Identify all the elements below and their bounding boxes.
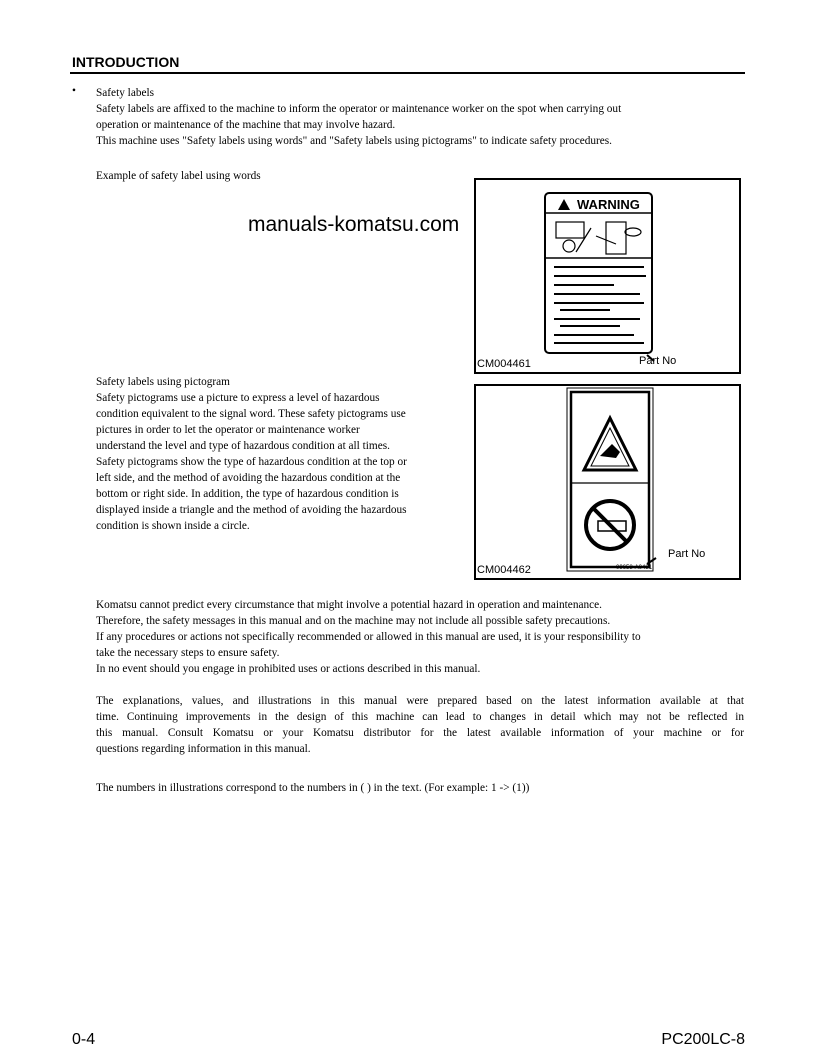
part-no-label: Part No	[668, 548, 706, 560]
numbering-note: The numbers in illustrations correspond to the numbers in ( ) in the text. (For example: 1 -> (1))	[96, 782, 530, 794]
figure-id: CM004462	[477, 564, 531, 576]
bullet: •	[72, 85, 76, 97]
text-line: condition equivalent to the signal word. These safety pictograms use	[96, 408, 406, 420]
safety-labels-heading: Safety labels	[96, 87, 155, 99]
section-title: INTRODUCTION	[72, 54, 180, 70]
figure-pictogram-label	[474, 384, 741, 580]
header-rule	[70, 72, 745, 74]
page-number: 0-4	[72, 1031, 96, 1048]
text-line: Safety labels are affixed to the machine to inform the operator or maintenance worker on the spot when carrying out	[96, 103, 622, 115]
text-line: Safety pictograms show the type of hazardous condition at the top or	[96, 456, 407, 468]
warning-label-illustration	[476, 180, 739, 372]
model-name: PC200LC-8	[661, 1031, 745, 1048]
words-example-caption: Example of safety label using words	[96, 170, 261, 182]
text-line: this manual. Consult Komatsu or your Komatsu distributor for the latest available information of your machine or for	[96, 727, 744, 739]
figure-words-label	[474, 178, 741, 374]
text-line: Komatsu cannot predict every circumstance that might involve a potential hazard in operation and maintenance.	[96, 599, 602, 611]
text-line: time. Continuing improvements in the design of this machine can lead to changes in detail which may not be reflected in	[96, 711, 744, 723]
disclaimer-paragraph	[96, 597, 744, 677]
information-paragraph	[96, 693, 744, 757]
text-line: understand the level and type of hazardous condition at all times.	[96, 440, 390, 452]
text-line: operation or maintenance of the machine that may involve hazard.	[96, 119, 396, 131]
text-line: questions regarding information in this manual.	[96, 743, 311, 755]
text-line: pictures in order to let the operator or maintenance worker	[96, 424, 360, 436]
signal-word: WARNING	[577, 197, 640, 212]
watermark: manuals-komatsu.com	[248, 213, 460, 236]
text-line: Safety pictograms use a picture to express a level of hazardous	[96, 392, 380, 404]
text-line: take the necessary steps to ensure safety.	[96, 647, 280, 659]
part-no-label: Part No	[639, 355, 677, 367]
safety-labels-section	[96, 85, 746, 149]
text-line: displayed inside a triangle and the method of avoiding the hazardous	[96, 504, 407, 516]
text-line: Therefore, the safety messages in this manual and on the machine may not include all possible safety precautions.	[96, 615, 611, 627]
text-line: In no event should you engage in prohibited uses or actions described in this manual.	[96, 663, 481, 675]
text-line: left side, and the method of avoiding the hazardous condition at the	[96, 472, 401, 484]
figure-id: CM004461	[477, 358, 531, 370]
text-line: bottom or right side. In addition, the type of hazardous condition is	[96, 488, 399, 500]
text-line: This machine uses "Safety labels using words" and "Safety labels using pictograms" to indicate safety procedures.	[96, 135, 613, 147]
text-line: If any procedures or actions not specifically recommended or allowed in this manual are used, it is your responsibility to	[96, 631, 641, 643]
text-line: condition is shown inside a circle.	[96, 520, 250, 532]
pictogram-heading: Safety labels using pictogram	[96, 376, 230, 388]
text-line: The explanations, values, and illustrations in this manual were prepared based on the latest information available at that	[96, 695, 744, 707]
pictogram-section	[96, 374, 462, 534]
svg-text:09658-A0481: 09658-A0481	[616, 565, 653, 571]
